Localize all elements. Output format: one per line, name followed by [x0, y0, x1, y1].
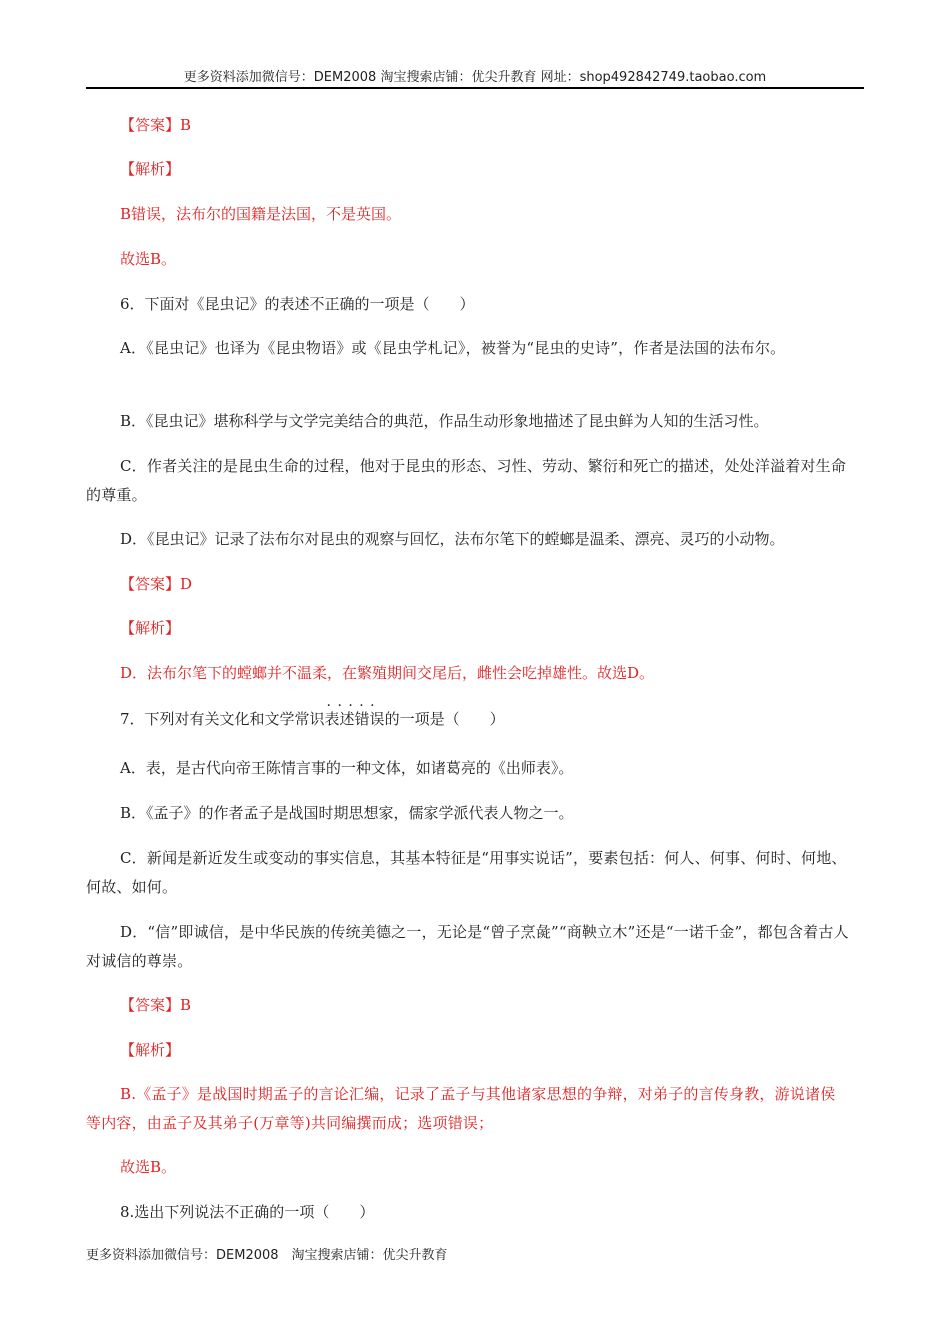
q5-analysis-tag: 【解析】 [120, 160, 181, 178]
header-divider [86, 87, 864, 89]
q7-option-c: C．新闻是新近发生或变动的事实信息，其基本特征是“用事实说话”，要素包括：何人、何事、何时、何地、何故、如何。 [86, 849, 847, 896]
q6-option-c: C．作者关注的是昆虫生命的过程，他对于昆虫的形态、习性、劳动、繁衍和死亡的描述，处处洋溢着对生命的尊重。 [86, 457, 847, 504]
q7-option-d: D．“信”即诚信，是中华民族的传统美德之一，无论是“曾子烹彘”“商鞅立木”还是“一诺千金”，都包含着古人对诚信的尊崇。 [86, 923, 849, 970]
q7-stem-pre: 7．下列对有关文化和文学常识 [120, 710, 325, 728]
q5-answer [120, 111, 191, 140]
answer-tag: 【答案】 [120, 575, 181, 593]
answer-tag: 【答案】 [120, 116, 181, 134]
q6-option-b: B．《昆虫记》堪称科学与文学完美结合的典范，作品生动形象地描述了昆虫鲜为人知的生活习性。 [120, 412, 769, 430]
answer-value: B [180, 116, 192, 134]
q5-analysis: B错误，法布尔的国籍是法国，不是英国。 [120, 205, 402, 223]
q6-analysis: D．法布尔笔下的螳螂并不温柔，在繁殖期间交尾后，雌性会吃掉雄性。故选D。 [120, 664, 655, 682]
q7-analysis: B.《孟子》是战国时期孟子的言论汇编，记录了孟子与其他诸家思想的争辩，对弟子的言传身教，游说诸侯等内容，由孟子及其弟子(万章等)共同编撰而成；选项错误； [86, 1085, 836, 1132]
answer-tag: 【答案】 [120, 996, 181, 1014]
q7-stem-emphasis: · · · 表述错误 [325, 705, 385, 734]
q6-answer [120, 570, 192, 599]
q6-option-d: D．《昆虫记》记录了法布尔对昆虫的观察与回忆，法布尔笔下的螳螂是温柔、漂亮、灵巧的小动物。 [120, 530, 785, 548]
q7-option-b: B．《孟子》的作者孟子是战国时期思想家，儒家学派代表人物之一。 [120, 804, 574, 822]
answer-value: D [180, 575, 193, 593]
q6-option-a: A．《昆虫记》也译为《昆虫物语》或《昆虫学札记》，被誉为“昆虫的史诗”，作者是法国的法布尔。 [120, 339, 786, 357]
q7-stem-post: 的一项是（ ） [384, 710, 505, 728]
q7-analysis-tag: 【解析】 [120, 1041, 181, 1059]
page-header: 更多资料添加微信号：DEM2008 淘宝搜索店铺：优尖升教育 网址：shop492842749.taobao.com [183, 70, 767, 85]
q7-option-a: A．表，是古代向帝王陈情言事的一种文体，如诸葛亮的《出师表》。 [120, 759, 574, 777]
q7-stem [120, 705, 505, 734]
q7-conclusion: 故选B。 [120, 1158, 177, 1176]
q6-stem: 6．下面对《昆虫记》的表述不正确的一项是（ ） [120, 295, 475, 313]
q5-conclusion: 故选B。 [120, 250, 177, 268]
q6-analysis-tag: 【解析】 [120, 619, 181, 637]
answer-value: B [180, 996, 192, 1014]
q7-answer [120, 991, 191, 1020]
page-footer: 更多资料添加微信号：DEM2008 淘宝搜索店铺：优尖升教育 [86, 1248, 448, 1263]
q8-stem: 8.选出下列说法不正确的一项（ ） [120, 1203, 375, 1221]
